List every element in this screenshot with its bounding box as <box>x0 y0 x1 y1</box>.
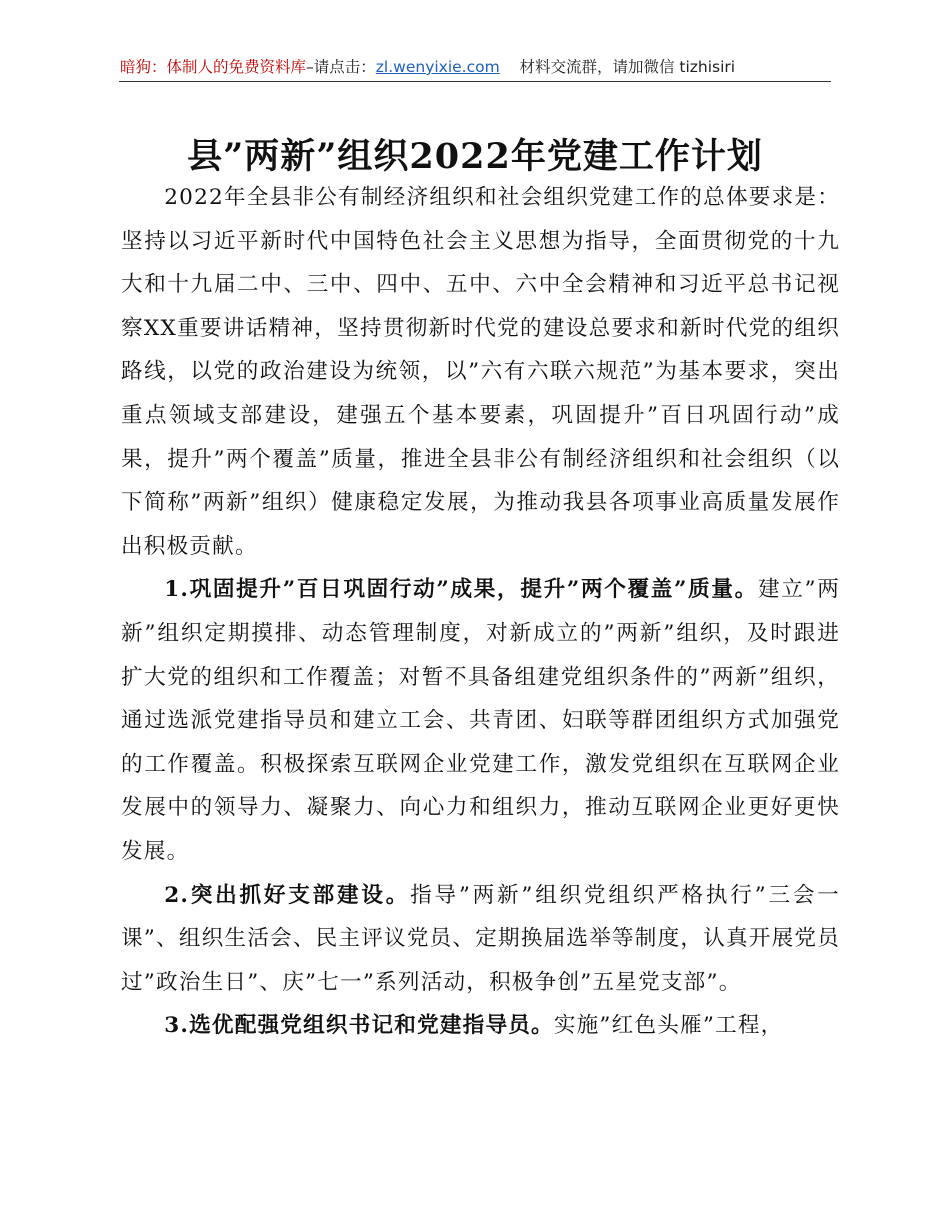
section-text-3: 实施”红色头雁”工程， <box>553 1013 784 1039</box>
header-contact: 材料交流群，请加微信 tizhisiri <box>519 58 736 76</box>
section-heading-2: 2.突出抓好支部建设。 <box>164 882 411 908</box>
document-body <box>121 176 840 1048</box>
document-title: 县”两新”组织2022年党建工作计划 <box>187 136 763 177</box>
section-paragraph-3 <box>121 1004 840 1048</box>
intro-paragraph: 2022年全县非公有制经济组织和社会组织党建工作的总体要求是：坚持以习近平新时代中国特色社会主义思想为指导，全面贯彻党的十九大和十九届二中、三中、四中、五中、六中全会精神和习近平总书记视察XX重要讲话精神，坚持贯彻新时代党的建设总要求和新时代党的组织路线，以党的政治建设为统领，以”六有六联六规范”为基本要求，突出重点领域支部建设，建强五个基本要素，巩固提升”百日巩固行动”成果，提升”两个覆盖”质量，推进全县非公有制经济组织和社会组织（以下简称”两新”组织）健康稳定发展，为推动我县各项事业高质量发展作出积极贡献。 <box>121 185 840 559</box>
section-heading-3: 3.选优配强党组织书记和党建指导员。 <box>164 1013 554 1039</box>
header-click-prompt: –请点击： <box>306 58 376 76</box>
section-text-1: 建立”两新”组织定期摸排、动态管理制度，对新成立的”两新”组织，及时跟进扩大党的组织和工作覆盖；对暂不具备组建党组织条件的”两新”组织，通过选派党建指导员和建立工会、共青团、妇联等群团组织方式加强党的工作覆盖。积极探索互联网企业党建工作，激发党组织在互联网企业发展中的领导力、凝聚力、向心力和组织力，推动互联网企业更好更快发展。 <box>121 577 841 864</box>
section-paragraph-2 <box>121 874 840 1005</box>
header-link[interactable]: zl.wenyixie.com <box>375 58 500 76</box>
section-paragraph-1 <box>121 568 840 873</box>
header-brand: 暗狗：体制人的免费资料库 <box>120 58 307 76</box>
page-header <box>120 56 820 78</box>
section-heading-1: 1.巩固提升”百日巩固行动”成果，提升”两个覆盖”质量。 <box>164 577 758 603</box>
header-divider <box>119 81 831 82</box>
section-text-2: 指导”两新”组织党组织严格执行”三会一课”、组织生活会、民主评议党员、定期换届选举等制度，认真开展党员过”政治生日”、庆”七一”系列活动，积极争创”五星党支部”。 <box>121 882 841 995</box>
